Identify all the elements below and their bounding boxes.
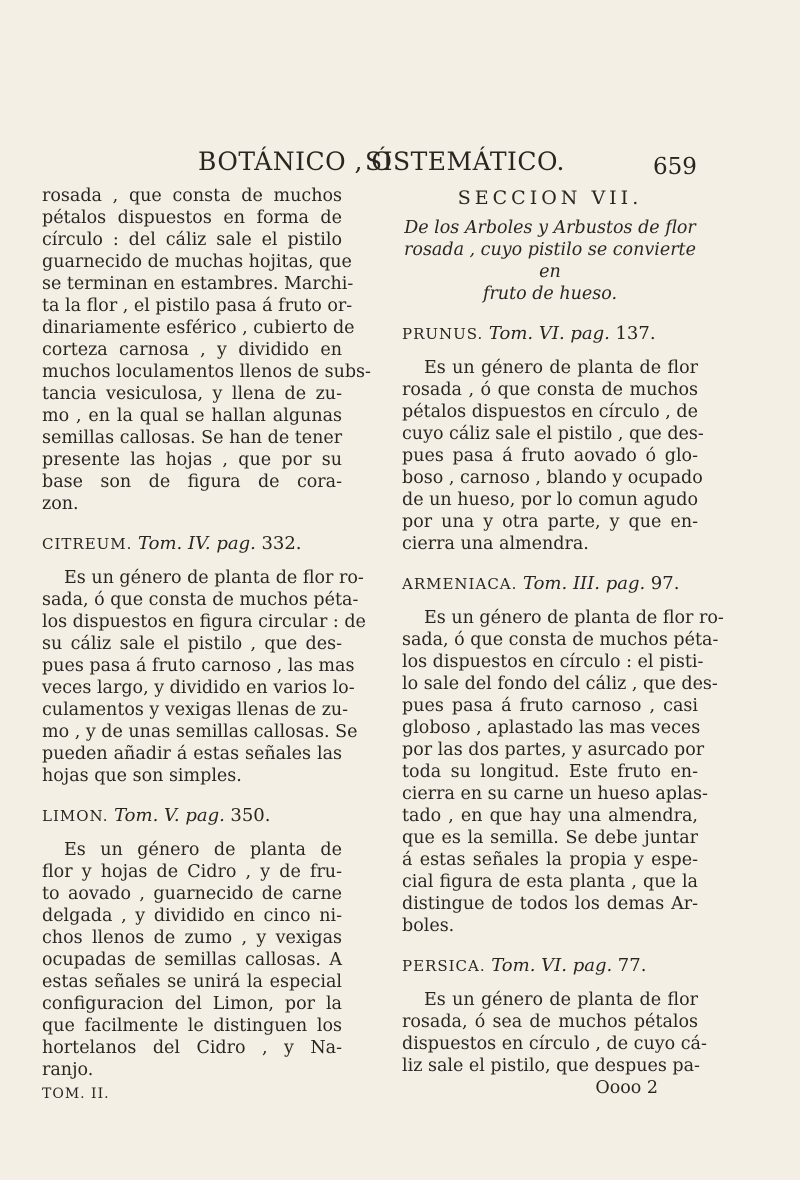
entry-page: 77. bbox=[617, 955, 647, 976]
entry-reference: Tom. VI. pag. bbox=[488, 323, 610, 344]
entry-text-citreum bbox=[42, 567, 366, 787]
text-line: corteza carnosa , y dividido en bbox=[42, 340, 342, 360]
text-line: que facilmente le distinguen los bbox=[42, 1016, 342, 1036]
text-line: cuyo cáliz sale el pistilo , que des- bbox=[402, 424, 704, 444]
text-line: cierra en su carne un hueso aplas- bbox=[402, 784, 708, 804]
text-line: toda su longitud. Este fruto en- bbox=[402, 762, 698, 782]
text-line: hojas que son simples. bbox=[42, 766, 242, 786]
text-line: flor y hojas de Cidro , y de fru- bbox=[42, 862, 342, 882]
text-line: rosada, ó sea de muchos pétalos bbox=[402, 1012, 698, 1032]
section-subtitle bbox=[402, 217, 698, 305]
text-line: to aovado , guarnecido de carne bbox=[42, 884, 342, 904]
text-line: Es un género de planta de flor ro- bbox=[424, 608, 724, 628]
text-line: delgada , y dividido en cinco ni- bbox=[42, 906, 342, 926]
subtitle-line: rosada , cuyo pistilo se convierte en bbox=[404, 240, 696, 282]
text-line: hortelanos del Cidro , y Na- bbox=[42, 1038, 342, 1058]
text-line: Es un género de planta de bbox=[64, 840, 342, 860]
text-line: tado , en que hay una almendra, bbox=[402, 806, 698, 826]
entry-page: 332. bbox=[261, 533, 302, 554]
text-line: globoso , aplastado las mas veces bbox=[402, 718, 701, 738]
catchword: TOM. II. bbox=[42, 1086, 110, 1102]
text-line: chos llenos de zumo , y vexigas bbox=[42, 928, 342, 948]
text-line: su cáliz sale el pistilo , que des- bbox=[42, 634, 342, 654]
entry-heading-limon bbox=[42, 805, 342, 827]
page-number: 659 bbox=[653, 154, 697, 180]
entry-page: 137. bbox=[615, 323, 656, 344]
text-line: liz sale el pistilo, que despues pa- bbox=[402, 1056, 700, 1076]
entry-name: PRUNUS. bbox=[402, 325, 484, 343]
entry-text-armeniaca bbox=[402, 607, 724, 937]
text-line: zon. bbox=[42, 494, 79, 514]
text-line: rosada , que consta de muchos bbox=[42, 186, 342, 206]
text-line: configuracion del Limon, por la bbox=[42, 994, 342, 1014]
text-line: sada, ó que consta de muchos péta- bbox=[42, 590, 359, 610]
text-line: círculo : del cáliz sale el pistilo bbox=[42, 230, 342, 250]
text-line: cial figura de esta planta , que la bbox=[402, 872, 698, 892]
subtitle-line: fruto de hueso. bbox=[482, 284, 618, 304]
header-left: BOTÁNICO , Ó bbox=[198, 147, 393, 176]
text-line: los dispuestos en figura circular : de bbox=[42, 612, 366, 632]
text-line: que es la semilla. Se debe juntar bbox=[402, 828, 698, 848]
opening-paragraph bbox=[42, 185, 371, 515]
text-line: los dispuestos en círculo : el pisti- bbox=[402, 652, 704, 672]
text-line: guarnecido de muchas hojitas, que bbox=[42, 252, 352, 272]
entry-heading-citreum bbox=[42, 533, 342, 555]
entry-reference: Tom. V. pag. bbox=[114, 805, 225, 826]
text-line: ocupadas de semillas callosas. A bbox=[42, 950, 342, 970]
entry-reference: Tom. IV. pag. bbox=[138, 533, 256, 554]
entry-text-prunus bbox=[402, 357, 704, 555]
text-line: dispuestos en círculo , de cuyo cá- bbox=[402, 1034, 707, 1054]
right-column bbox=[402, 185, 724, 1099]
text-line: mo , en la qual se hallan algunas bbox=[42, 406, 342, 426]
text-line: veces largo, y dividido en varios lo- bbox=[42, 678, 355, 698]
entry-name: LIMON. bbox=[42, 807, 109, 825]
text-line: semillas callosas. Se han de tener bbox=[42, 428, 343, 448]
text-line: pétalos dispuestos en forma de bbox=[42, 208, 342, 228]
text-line: mo , y de unas semillas callosas. Se bbox=[42, 722, 358, 742]
text-line: distingue de todos los demas Ar- bbox=[402, 894, 698, 914]
text-line: ta la flor , el pistilo pasa á fruto or- bbox=[42, 296, 353, 316]
text-line: por una y otra parte, y que en- bbox=[402, 512, 698, 532]
text-line: culamentos y vexigas llenas de zu- bbox=[42, 700, 349, 720]
text-line: se terminan en estambres. Marchi- bbox=[42, 274, 354, 294]
text-line: á estas señales la propia y espe- bbox=[402, 850, 698, 870]
text-line: presente las hojas , que por su bbox=[42, 450, 342, 470]
text-line: boso , carnoso , blando y ocupado bbox=[402, 468, 703, 488]
subtitle-line: De los Arboles y Arbustos de flor bbox=[404, 218, 696, 238]
text-line: pues pasa á fruto carnoso , casi bbox=[402, 696, 698, 716]
entry-reference: Tom. III. pag. bbox=[522, 573, 646, 594]
text-line: rosada , ó que consta de muchos bbox=[402, 380, 698, 400]
text-line: dinariamente esférico , cubierto de bbox=[42, 318, 355, 338]
text-line: por las dos partes, y asurcado por bbox=[402, 740, 705, 760]
signature-mark: Oooo 2 bbox=[595, 1078, 658, 1098]
text-line: lo sale del fondo del cáliz , que des- bbox=[402, 674, 718, 694]
entry-heading-armeniaca bbox=[402, 573, 698, 595]
text-line: pétalos dispuestos en círculo , de bbox=[402, 402, 698, 422]
text-line: base son de figura de cora- bbox=[42, 472, 342, 492]
entry-page: 350. bbox=[230, 805, 271, 826]
text-line: de un hueso, por lo comun agudo bbox=[402, 490, 698, 510]
text-line: pues pasa á fruto aovado ó glo- bbox=[402, 446, 698, 466]
entry-page: 97. bbox=[650, 573, 680, 594]
text-line: pues pasa á fruto carnoso , las mas bbox=[42, 656, 355, 676]
text-line: ranjo. bbox=[42, 1060, 94, 1080]
entry-reference: Tom. VI. pag. bbox=[491, 955, 613, 976]
entry-heading-prunus bbox=[402, 323, 698, 345]
text-line: Es un género de planta de flor bbox=[424, 990, 698, 1010]
text-line: Es un género de planta de flor ro- bbox=[64, 568, 364, 588]
entry-name: ARMENIACA. bbox=[402, 575, 518, 593]
text-line: estas señales se unirá la especial bbox=[42, 972, 342, 992]
text-line: pueden añadir á estas señales las bbox=[42, 744, 342, 764]
text-line: sada, ó que consta de muchos péta- bbox=[402, 630, 719, 650]
entry-heading-persica bbox=[402, 955, 698, 977]
text-line: boles. bbox=[402, 916, 455, 936]
entry-text-limon bbox=[42, 839, 342, 1081]
text-line: cierra una almendra. bbox=[402, 534, 589, 554]
section-title: SECCION VII. bbox=[457, 187, 643, 209]
entry-name: CITREUM. bbox=[42, 535, 133, 553]
text-line: tancia vesiculosa, y llena de zu- bbox=[42, 384, 342, 404]
text-line: Es un género de planta de flor bbox=[424, 358, 698, 378]
header-right: SISTEMÁTICO. bbox=[365, 147, 565, 176]
entry-name: PERSICA. bbox=[402, 957, 486, 975]
text-line: muchos loculamentos llenos de subs- bbox=[42, 362, 371, 382]
entry-text-persica bbox=[402, 989, 707, 1077]
left-column bbox=[42, 185, 371, 1105]
